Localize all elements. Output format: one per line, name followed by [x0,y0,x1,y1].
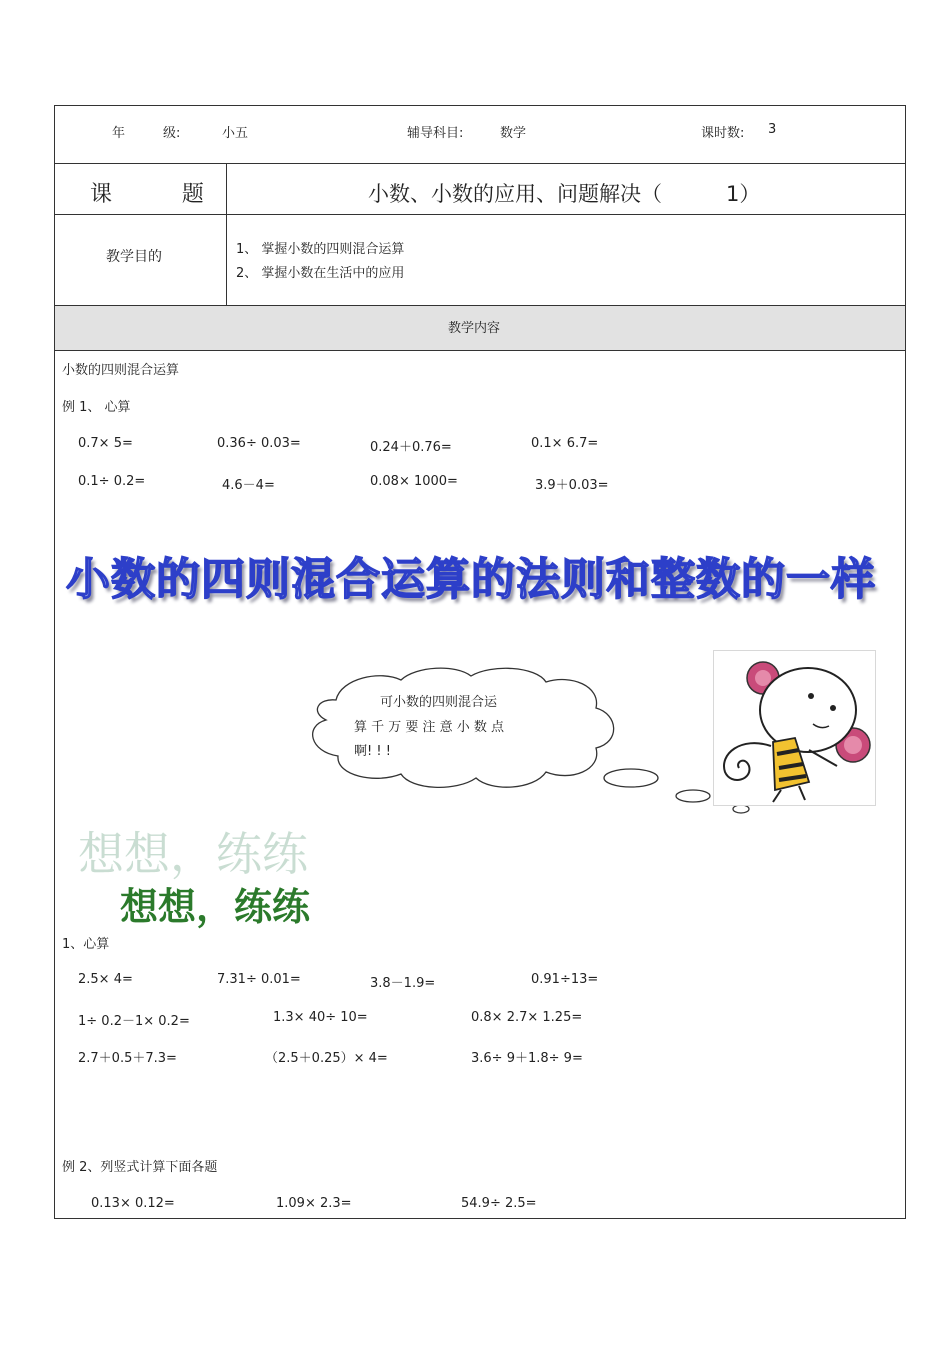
exercise: 2.7＋0.5＋7.3= [78,1051,177,1066]
rule-banner: 小数的四则混合运算的法则和整数的一样 [66,554,876,605]
exercise: 0.91÷13= [531,972,599,987]
exercise: 2.5× 4= [78,972,133,987]
row-divider [54,163,906,164]
exercise: 1.09× 2.3= [276,1196,352,1211]
bubble-line: 啊! ! ! [354,744,391,759]
content-header: 教学内容 [448,321,501,336]
topic-label: 课 题 [90,182,204,207]
objective-item: 2、 掌握小数在生活中的应用 [236,266,405,281]
exercise: 0.7× 5= [78,436,133,451]
section-title: 小数的四则混合运算 [62,363,180,378]
bubble-line: 可小数的四则混合运 [380,695,498,710]
objective-item: 1、 掌握小数的四则混合运算 [236,242,405,257]
row-divider [54,350,906,351]
exercise: 0.13× 0.12= [91,1196,175,1211]
exercise: 0.8× 2.7× 1.25= [471,1010,583,1025]
exercise: 0.24＋0.76= [370,440,452,455]
subject-label: 辅导科目: [407,126,464,141]
exercise: 1.3× 40÷ 10= [273,1010,368,1025]
practice-title: 1、心算 [62,937,110,952]
think-practice-shadow: 想想，练练 [78,827,308,881]
example-title: 例 1、 心算 [62,400,131,415]
hours-value: 3 [768,122,777,137]
exercise: 3.8－1.9= [370,976,436,991]
hours-label: 课时数: [701,126,745,141]
subject-value: 数学 [500,126,527,141]
exercise: 0.1÷ 0.2= [78,474,146,489]
exercise: 0.1× 6.7= [531,436,599,451]
topic-title: 小数、小数的应用、问题解决（ [368,182,662,206]
exercise: 54.9÷ 2.5= [461,1196,537,1211]
exercise: （2.5＋0.25）× 4= [265,1051,388,1066]
example-title: 例 2、列竖式计算下面各题 [62,1160,218,1175]
bubble-line: 算 千 万 要 注 意 小 数 点 [354,720,505,735]
think-practice-heading: 想想，练练 [120,885,311,929]
exercise: 0.36÷ 0.03= [217,436,301,451]
column-divider [226,164,227,305]
exercise: 3.9＋0.03= [535,478,609,493]
topic-number: 1） [726,182,761,206]
objectives-label: 教学目的 [106,249,162,265]
exercise: 3.6÷ 9＋1.8÷ 9= [471,1051,583,1066]
monkey-icon [713,650,876,806]
grade-value: 小五 [222,126,249,141]
row-divider [54,214,906,215]
exercise: 7.31÷ 0.01= [217,972,301,987]
exercise: 4.6－4= [222,478,275,493]
exercise: 1÷ 0.2－1× 0.2= [78,1014,190,1029]
exercise: 0.08× 1000= [370,474,458,489]
grade-label: 年 [112,126,126,141]
grade-label-2: 级: [163,126,181,141]
